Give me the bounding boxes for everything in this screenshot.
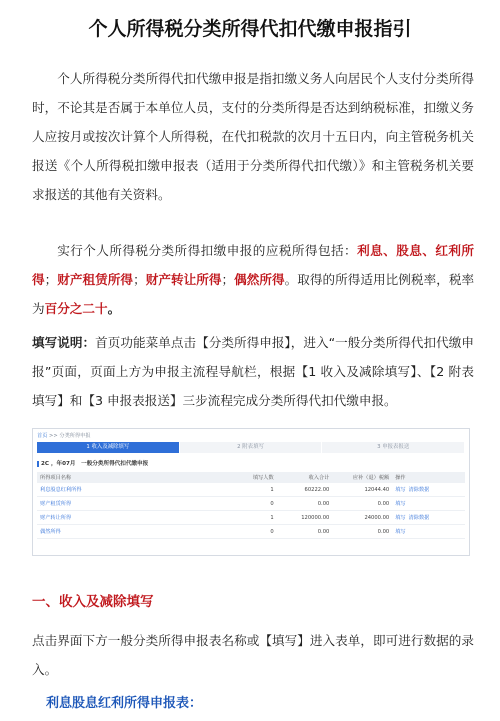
- row-tax: 24000.00: [332, 511, 392, 525]
- scope-paragraph: [32, 236, 474, 323]
- col-tax: 应补（退）税额: [332, 472, 392, 483]
- breadcrumb-current: >> 分类所得申报: [49, 433, 91, 439]
- table-row: [37, 525, 465, 539]
- instructions-text: 首页功能菜单点击【分类所得申报】，进入“一般分类所得代扣代缴申报”页面，页面上方为申报主流程导航栏，根据【1 收入及减除填写】、【2 附表填写】和【3 申报表报送】三步流程完成分类所得代扣代缴申报。: [32, 335, 474, 408]
- scope-end: 。: [107, 301, 121, 316]
- col-income: 收入合计: [277, 472, 333, 483]
- fill-link[interactable]: 填写: [395, 501, 406, 507]
- step-income[interactable]: 1 收入及减除填写: [37, 442, 179, 453]
- instructions-label: 填写说明：: [32, 335, 96, 350]
- step-attachment[interactable]: 2 附表填写: [180, 442, 322, 453]
- step-submit[interactable]: 3 申报表报送: [322, 442, 464, 453]
- instructions-paragraph: [32, 328, 474, 415]
- section1-paragraph: 点击界面下方一般分类所得申报表名称或【填写】进入表单，即可进行数据的录入。: [32, 633, 474, 677]
- intro-paragraph: 个人所得税分类所得代扣代缴申报是指扣缴义务人向居民个人支付分类所得时，不论其是否属于本单位人员，支付的分类所得是否达到纳税标准，扣缴义务人应按月或按次计算个人所得税，在代扣税款的次月十五日内，向主管税务机关报送《个人所得税扣缴申报表（适用于分类所得代扣代缴）》和主管税务机关要求报送的其他有关资料。: [32, 71, 474, 202]
- row-name[interactable]: 财产转让所得: [37, 511, 242, 525]
- scope-item-interest: 利息、股息、红利所得: [32, 243, 475, 287]
- table-row: [37, 497, 465, 511]
- scope-item-accidental: 偶然所得: [234, 272, 285, 287]
- row-income: 0.00: [277, 525, 333, 539]
- breadcrumb-home[interactable]: 首页: [37, 433, 48, 439]
- row-ops: [392, 483, 465, 497]
- row-income: 120000.00: [277, 511, 333, 525]
- page-title: 个人所得税分类所得代扣代缴申报指引: [88, 18, 412, 40]
- table-row: [37, 483, 465, 497]
- row-tax: 12044.40: [332, 483, 392, 497]
- row-count: 1: [242, 483, 276, 497]
- col-count: 填写人数: [242, 472, 276, 483]
- step-nav: [37, 442, 465, 453]
- table-header-row: [37, 472, 465, 483]
- row-count: 0: [242, 497, 276, 511]
- section1-subheading: 利息股息红利所得申报表：: [46, 696, 203, 711]
- row-ops: [392, 497, 465, 511]
- row-name[interactable]: 利息股息红利所得: [37, 483, 242, 497]
- scope-sep: ；: [133, 272, 146, 287]
- fill-link[interactable]: 填写: [395, 515, 406, 521]
- scope-item-rent: 财产租赁所得: [57, 272, 134, 287]
- row-name[interactable]: 偶然所得: [37, 525, 242, 539]
- section-marker: [37, 461, 39, 467]
- row-ops: [392, 525, 465, 539]
- row-name[interactable]: 财产租赁所得: [37, 497, 242, 511]
- scope-prefix: 实行个人所得税分类所得扣缴申报的应税所得包括：: [57, 243, 358, 258]
- scope-rate: 百分之二十: [44, 301, 108, 316]
- sub-title-text: 2C ，年07月 一般分类所得代扣代缴申报: [41, 461, 149, 467]
- breadcrumb: [37, 432, 91, 439]
- row-count: 0: [242, 525, 276, 539]
- clear-link[interactable]: 清除数据: [408, 515, 430, 521]
- fill-link[interactable]: 填写: [395, 487, 406, 493]
- embedded-screenshot: [32, 428, 470, 556]
- col-ops: 操作: [392, 472, 465, 483]
- row-count: 1: [242, 511, 276, 525]
- row-tax: 0.00: [332, 497, 392, 511]
- sub-title: [37, 459, 148, 467]
- row-income: 60222.00: [277, 483, 333, 497]
- row-ops: [392, 511, 465, 525]
- scope-sep: ；: [221, 272, 235, 287]
- income-table: [37, 472, 465, 539]
- col-name: 所得项目名称: [37, 472, 242, 483]
- row-income: 0.00: [277, 497, 333, 511]
- table-row: [37, 511, 465, 525]
- scope-sep: ；: [44, 272, 58, 287]
- fill-link[interactable]: 填写: [395, 529, 406, 535]
- row-tax: 0.00: [332, 525, 392, 539]
- clear-link[interactable]: 清除数据: [408, 487, 430, 493]
- section1-heading: 一、收入及减除填写: [32, 594, 154, 610]
- scope-rate-prefix: 。取得的所得适用比例税率，税率为: [32, 272, 475, 316]
- scope-item-transfer: 财产转让所得: [145, 272, 222, 287]
